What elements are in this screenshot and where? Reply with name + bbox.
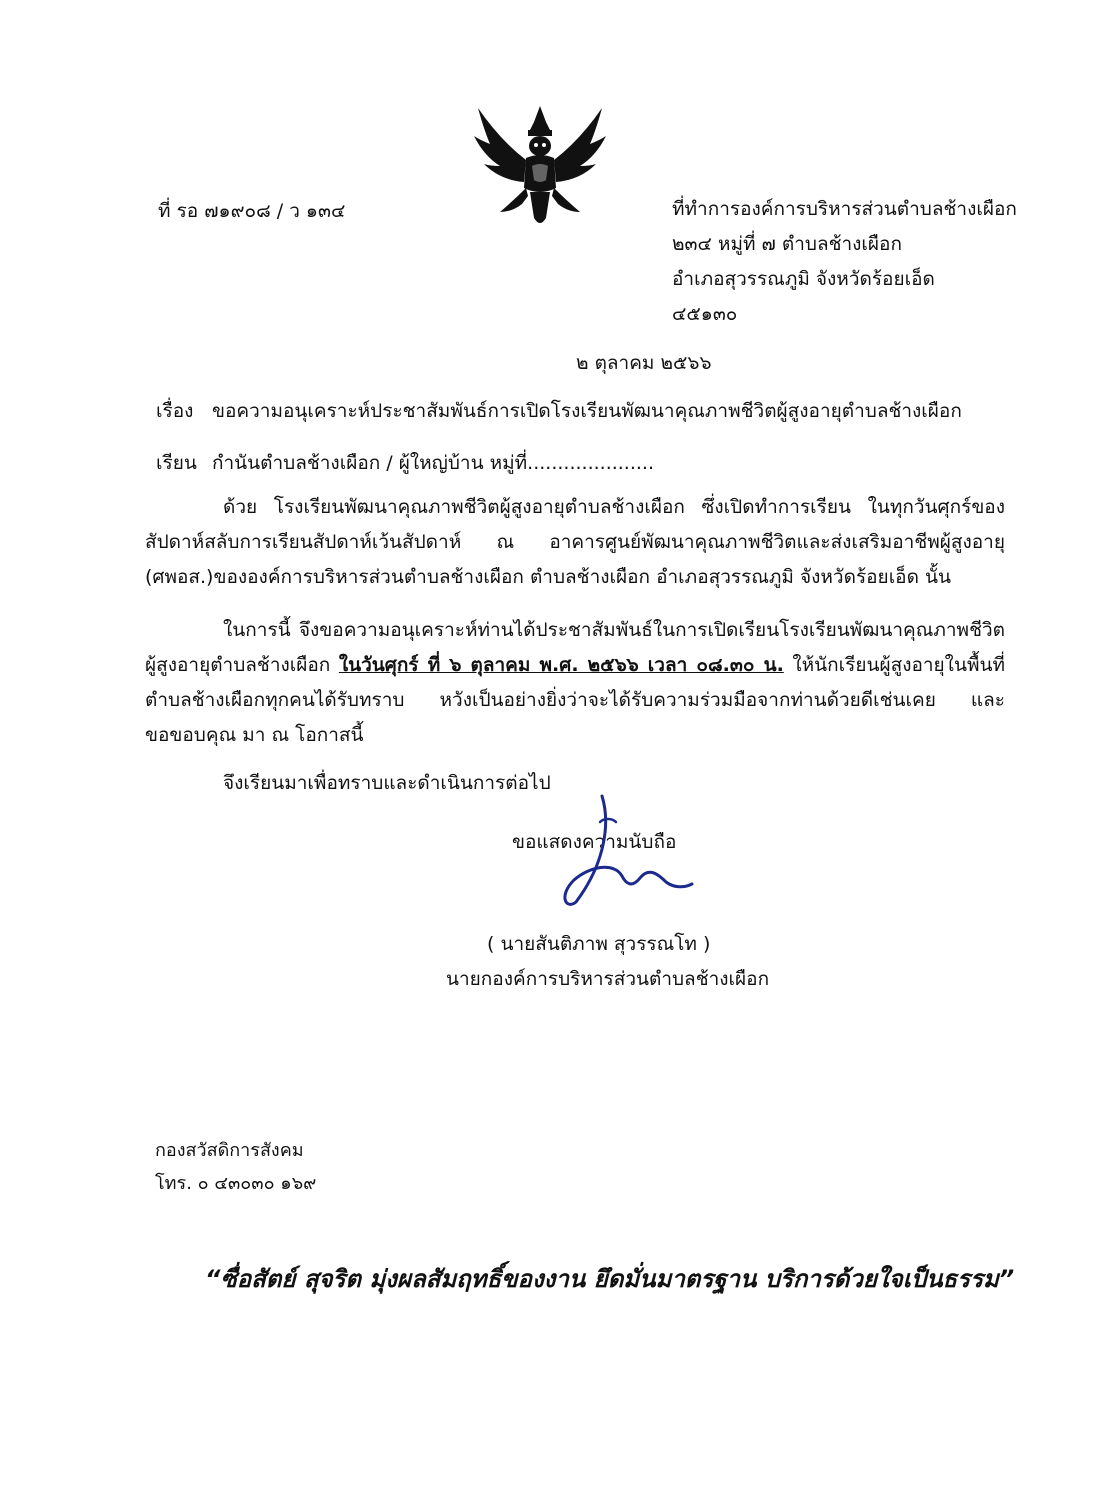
event-date-emphasis: ในวันศุกร์ ที่ ๖ ตุลาคม พ.ศ. ๒๕๖๖ เวลา ๐๘.๓๐ น. (338, 654, 784, 676)
letter-date: ๒ ตุลาคม ๒๕๖๖ (576, 352, 712, 374)
paragraph-text: ผู้สูงอายุตำบลช้างเผือก (145, 654, 331, 676)
reference-number: ที่ รอ ๗๑๙๐๘ / ว ๑๓๔ (158, 200, 346, 222)
address-line: ๒๓๔ หมู่ที่ ๗ ตำบลช้างเผือก (672, 233, 902, 255)
recipient-label: เรียน (156, 452, 197, 474)
signer-name: ( นายสันติภาพ สุวรรณโท ) (487, 933, 711, 955)
signer-position: นายกองค์การบริหารส่วนตำบลช้างเผือก (446, 968, 770, 990)
paragraph-line (145, 654, 1005, 689)
address-line: ๔๕๑๓๐ (672, 303, 738, 325)
organization-motto: “ซื่อสัตย์ สุจริต มุ่งผลสัมฤทธิ์ของงาน ยึดมั่นมาตรฐาน บริการด้วยใจเป็นธรรม” (205, 1265, 1015, 1293)
subject-label: เรื่อง (156, 400, 194, 422)
address-line: อำเภอสุวรรณภูมิ จังหวัดร้อยเอ็ด (672, 268, 935, 290)
signature-icon (556, 792, 696, 912)
paragraph-line: (ศพอส.)ขององค์การบริหารส่วนตำบลช้างเผือก ตำบลช้างเผือก อำเภอสุวรรณภูมิ จังหวัดร้อยเอ็ด นั้น (145, 566, 951, 588)
recipient-line (156, 452, 654, 475)
body-paragraph-1 (145, 496, 1005, 601)
paragraph-line: ในการนี้ จึงขอความอนุเคราะห์ท่านได้ประชาสัมพันธ์ในการเปิดเรียนโรงเรียนพัฒนาคุณภาพชีวิต (223, 619, 1005, 641)
garuda-emblem-icon (470, 100, 610, 232)
closing-line: จึงเรียนมาเพื่อทราบและดำเนินการต่อไป (223, 772, 551, 794)
department-name: กองสวัสดิการสังคม (155, 1140, 304, 1161)
regards-line: ขอแสดงความนับถือ (512, 831, 677, 853)
subject-text: ขอความอนุเคราะห์ประชาสัมพันธ์การเปิดโรงเรียนพัฒนาคุณภาพชีวิตผู้สูงอายุตำบลช้างเผือก (212, 400, 962, 422)
sender-address (672, 198, 1017, 338)
paragraph-line: ขอขอบคุณ มา ณ โอกาสนี้ (145, 724, 364, 746)
paragraph-line: ด้วย โรงเรียนพัฒนาคุณภาพชีวิตผู้สูงอายุตำบลช้างเผือก ซึ่งเปิดทำการเรียน ในทุกวันศุกร์ของ (223, 496, 1005, 518)
telephone-number: โทร. ๐ ๔๓๐๓๐ ๑๖๙ (155, 1173, 317, 1194)
paragraph-line: สัปดาห์สลับการเรียนสัปดาห์เว้นสัปดาห์ ณ อาคารศูนย์พัฒนาคุณภาพชีวิตและส่งเสริมอาชีพผู้สูงอายุ (145, 531, 1005, 553)
paragraph-text: ให้นักเรียนผู้สูงอายุในพื้นที่ (792, 654, 1005, 676)
address-line: ที่ทำการองค์การบริหารส่วนตำบลช้างเผือก (672, 198, 1017, 220)
subject-line (156, 400, 962, 423)
recipient-text: กำนันตำบลช้างเผือก / ผู้ใหญ่บ้าน หมู่ที่..................... (212, 452, 655, 474)
body-paragraph-2 (145, 619, 1005, 759)
paragraph-line: ตำบลช้างเผือกทุกคนได้รับทราบ หวังเป็นอย่างยิ่งว่าจะได้รับความร่วมมือจากท่านด้วยดีเช่นเคย และ (145, 689, 1005, 711)
